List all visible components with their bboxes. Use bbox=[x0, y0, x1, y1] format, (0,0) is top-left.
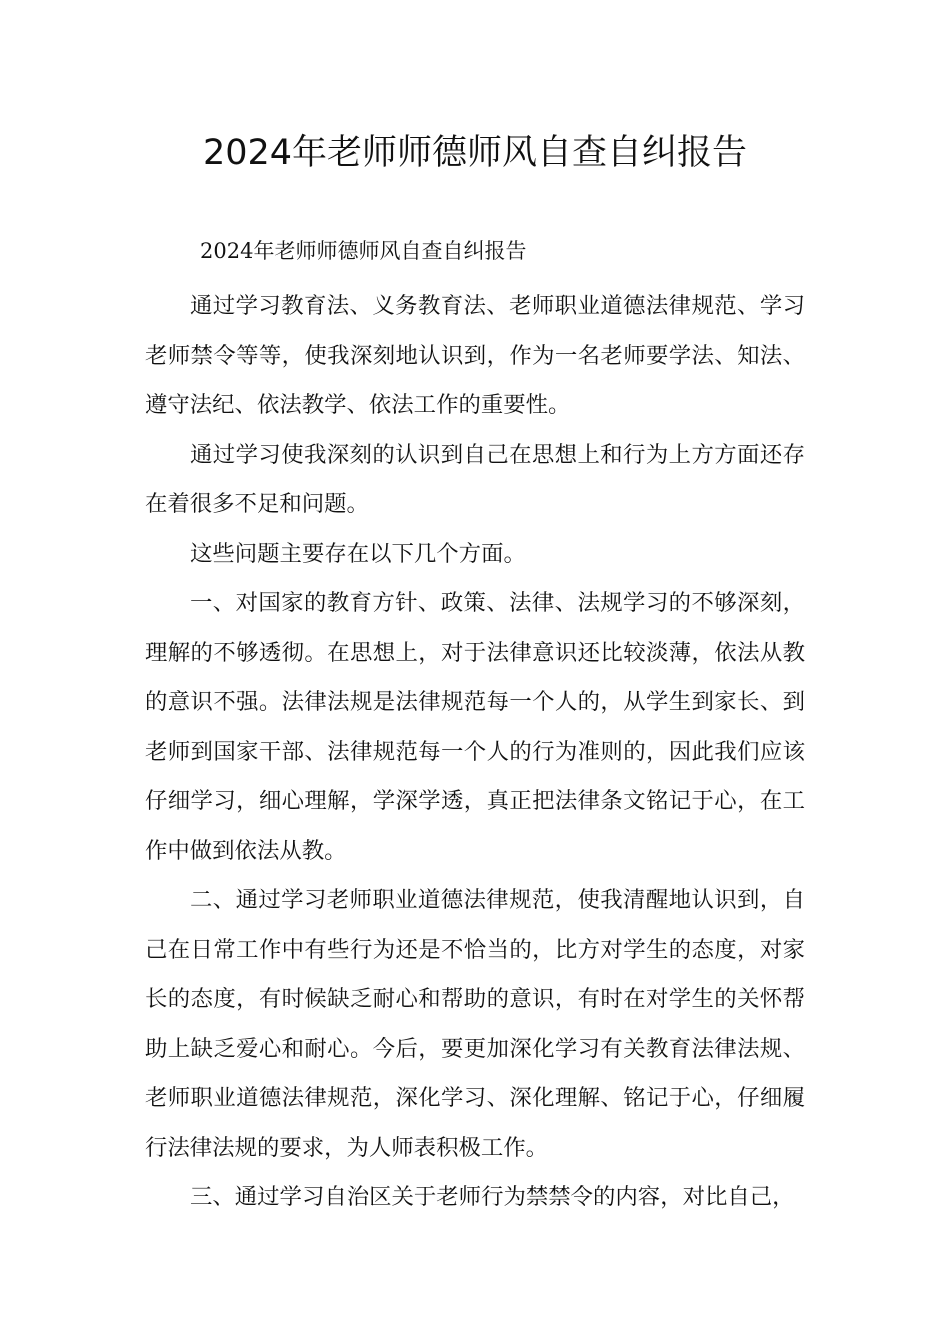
paragraph-6: 三、通过学习自治区关于老师行为禁禁令的内容，对比自己， bbox=[190, 1184, 795, 1210]
paragraph-1: 通过学习教育法、义务教育法、老师职业道德法律规范、学习老师禁令等等，使我深刻地认识到，作为一名老师要学法、知法、遵守法纪、依法教学、依法工作的重要性。 bbox=[145, 293, 805, 418]
paragraph-5: 二、通过学习老师职业道德法律规范，使我清醒地认识到，自己在日常工作中有些行为还是不恰当的，比方对学生的态度，对家长的态度，有时候缺乏耐心和帮助的意识，有时在对学生的关怀帮助上缺乏爱心和耐心。今后，要更加深化学习有关教育法律法规、老师职业道德法律规范，深化学习、深化理解、铭记于心，仔细履行法律法规的要求，为人师表积极工作。 bbox=[145, 887, 805, 1161]
document-body bbox=[145, 228, 805, 1223]
document-title: 2024年老师师德师风自查自纠报告 bbox=[202, 133, 748, 173]
document-subtitle: 2024年老师师德师风自查自纠报告 bbox=[200, 239, 527, 263]
paragraph-2: 通过学习使我深刻的认识到自己在思想上和行为上方方面还存在着很多不足和问题。 bbox=[145, 441, 805, 517]
paragraph-4: 一、对国家的教育方针、政策、法律、法规学习的不够深刻，理解的不够透彻。在思想上，对于法律意识还比较淡薄，依法从教的意识不强。法律法规是法律规范每一个人的，从学生到家长、到老师到国家干部、法律规范每一个人的行为准则的，因此我们应该仔细学习，细心理解，学深学透，真正把法律条文铭记于心，在工作中做到依法从教。 bbox=[145, 590, 805, 864]
paragraph-3: 这些问题主要存在以下几个方面。 bbox=[190, 540, 526, 567]
